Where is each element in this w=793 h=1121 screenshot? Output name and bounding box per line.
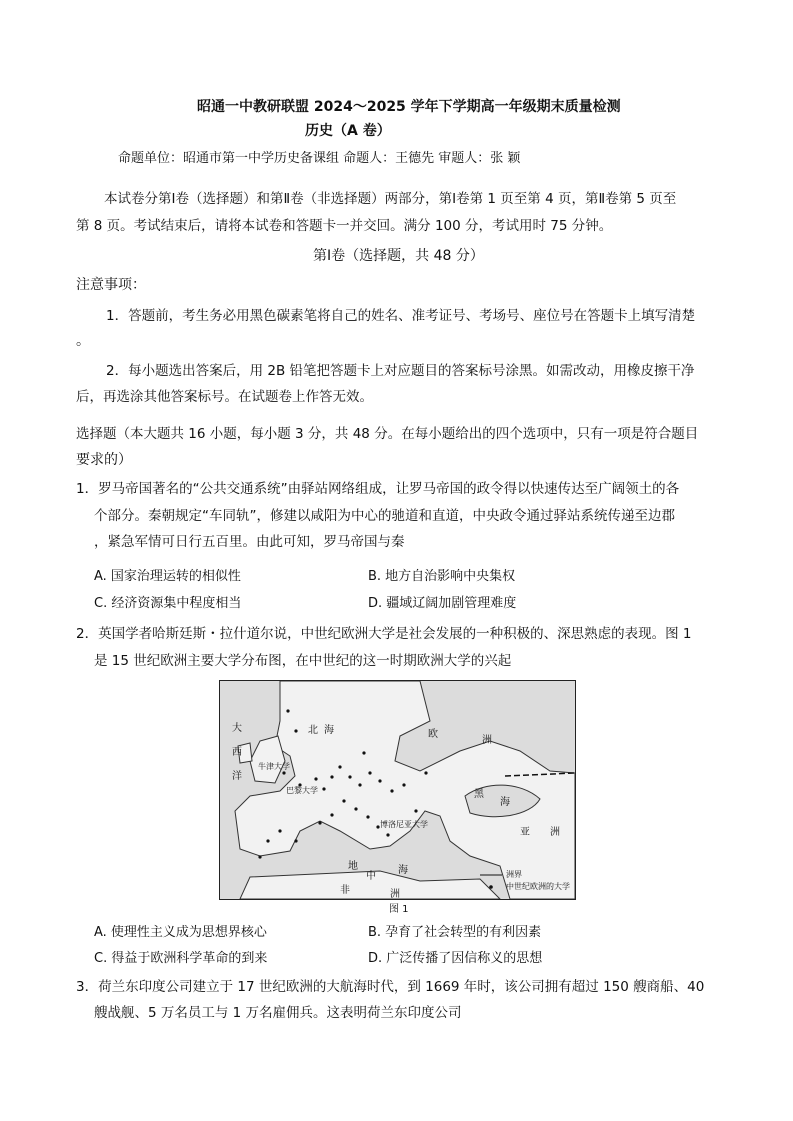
- instructions-line-2: 要求的）: [76, 452, 132, 468]
- note-1-line-2: 。: [76, 333, 90, 349]
- legend-university-label: 中世纪欧洲的大学: [506, 882, 570, 891]
- map-label-oxford: 牛津大学: [258, 762, 290, 771]
- q2-option-d[interactable]: D. 广泛传播了因信称义的思想: [368, 951, 543, 966]
- legend-dot: [489, 885, 493, 889]
- map-label-hai2: 海: [500, 797, 510, 808]
- map-label-paris: 巴黎大学: [286, 786, 318, 795]
- map-label-zhou: 洲: [482, 735, 492, 746]
- map-label-ya: 亚: [520, 827, 530, 838]
- map-label-zhong: 中: [366, 871, 376, 882]
- q3-line-2: 艘战舰、5 万名员工与 1 万名雇佣兵。这表明荷兰东印度公司: [94, 1005, 462, 1021]
- q2-line-2: 是 15 世纪欧洲主要大学分布图，在中世纪的这一时期欧洲大学的兴起: [94, 653, 512, 669]
- intro-line-1: 本试卷分第Ⅰ卷（选择题）和第Ⅱ卷（非选择题）两部分，第Ⅰ卷第 1 页至第 4 页，第Ⅱ卷第 5 页至: [104, 191, 677, 207]
- medieval-universities-map: [219, 680, 576, 900]
- section-title: 第Ⅰ卷（选择题，共 48 分）: [313, 248, 484, 264]
- q1-line-3: ，紧急军情可日行五百里。由此可知，罗马帝国与秦: [94, 534, 405, 550]
- q1-option-b[interactable]: B. 地方自治影响中央集权: [368, 569, 516, 584]
- exam-authors: 命题单位：昭通市第一中学历史备课组 命题人：王德先 审题人：张 颖: [118, 151, 521, 166]
- map-label-fei: 非: [340, 885, 350, 896]
- legend-boundary-label: 洲界: [506, 870, 522, 879]
- notes-heading: 注意事项：: [76, 277, 146, 293]
- note-2-line-1: 2．每小题选出答案后，用 2B 铅笔把答题卡上对应题目的答案标号涂黑。如需改动，用橡皮擦干净: [106, 363, 695, 379]
- map-label-hai3: 海: [398, 865, 408, 876]
- figure-caption: 图 1: [389, 904, 409, 915]
- q1-option-c[interactable]: C. 经济资源集中程度相当: [94, 596, 242, 611]
- map-label-xi: 西: [232, 747, 242, 758]
- map-label-hai: 海: [324, 725, 334, 736]
- exam-subtitle: 历史（A 卷）: [305, 123, 391, 139]
- map-label-zhou3: 洲: [390, 889, 400, 900]
- map-label-zhou2: 洲: [550, 827, 560, 838]
- q1-line-2: 个部分。秦朝规定“车同轨”，修建以咸阳为中心的驰道和直道，中央政令通过驿站系统传递至边郡: [94, 508, 675, 524]
- note-1-line-1: 1．答题前，考生务必用黑色碳素笔将自己的姓名、准考证号、考场号、座位号在答题卡上填写清楚: [106, 308, 696, 324]
- map-label-ou: 欧: [428, 729, 438, 740]
- exam-title: 昭通一中教研联盟 2024～2025 学年下学期高一年级期末质量检测: [197, 99, 621, 115]
- q1-option-a[interactable]: A. 国家治理运转的相似性: [94, 569, 241, 584]
- map-label-yang: 洋: [232, 771, 242, 782]
- q1-option-d[interactable]: D. 疆域辽阔加剧管理难度: [368, 596, 517, 611]
- map-label-di: 地: [348, 861, 358, 872]
- map-label-bologna: 博洛尼亚大学: [380, 820, 428, 829]
- map-label-da: 大: [232, 723, 242, 734]
- instructions-line-1: 选择题（本大题共 16 小题，每小题 3 分，共 48 分。在每小题给出的四个选项中，只有一项是符合题目: [76, 426, 699, 442]
- map-label-hei: 黑: [474, 789, 484, 800]
- q2-option-a[interactable]: A. 使理性主义成为思想界核心: [94, 925, 267, 940]
- q2-option-c[interactable]: C. 得益于欧洲科学革命的到来: [94, 951, 268, 966]
- note-2-line-2: 后，再选涂其他答案标号。在试题卷上作答无效。: [76, 389, 373, 405]
- q3-line-1: 3．荷兰东印度公司建立于 17 世纪欧洲的大航海时代，到 1669 年时，该公司拥有超过 150 艘商船、40: [76, 979, 705, 995]
- q2-line-1: 2．英国学者哈斯廷斯・拉什道尔说，中世纪欧洲大学是社会发展的一种积极的、深思熟虑的表现。图 1: [76, 626, 692, 642]
- intro-line-2: 第 8 页。考试结束后，请将本试卷和答题卡一并交回。满分 100 分，考试用时 75 分钟。: [76, 218, 613, 234]
- q1-line-1: 1．罗马帝国著名的“公共交通系统”由驿站网络组成，让罗马帝国的政令得以快速传达至广阔领土的各: [76, 481, 680, 497]
- q2-option-b[interactable]: B. 孕育了社会转型的有利因素: [368, 925, 542, 940]
- map-label-bei: 北: [308, 725, 318, 736]
